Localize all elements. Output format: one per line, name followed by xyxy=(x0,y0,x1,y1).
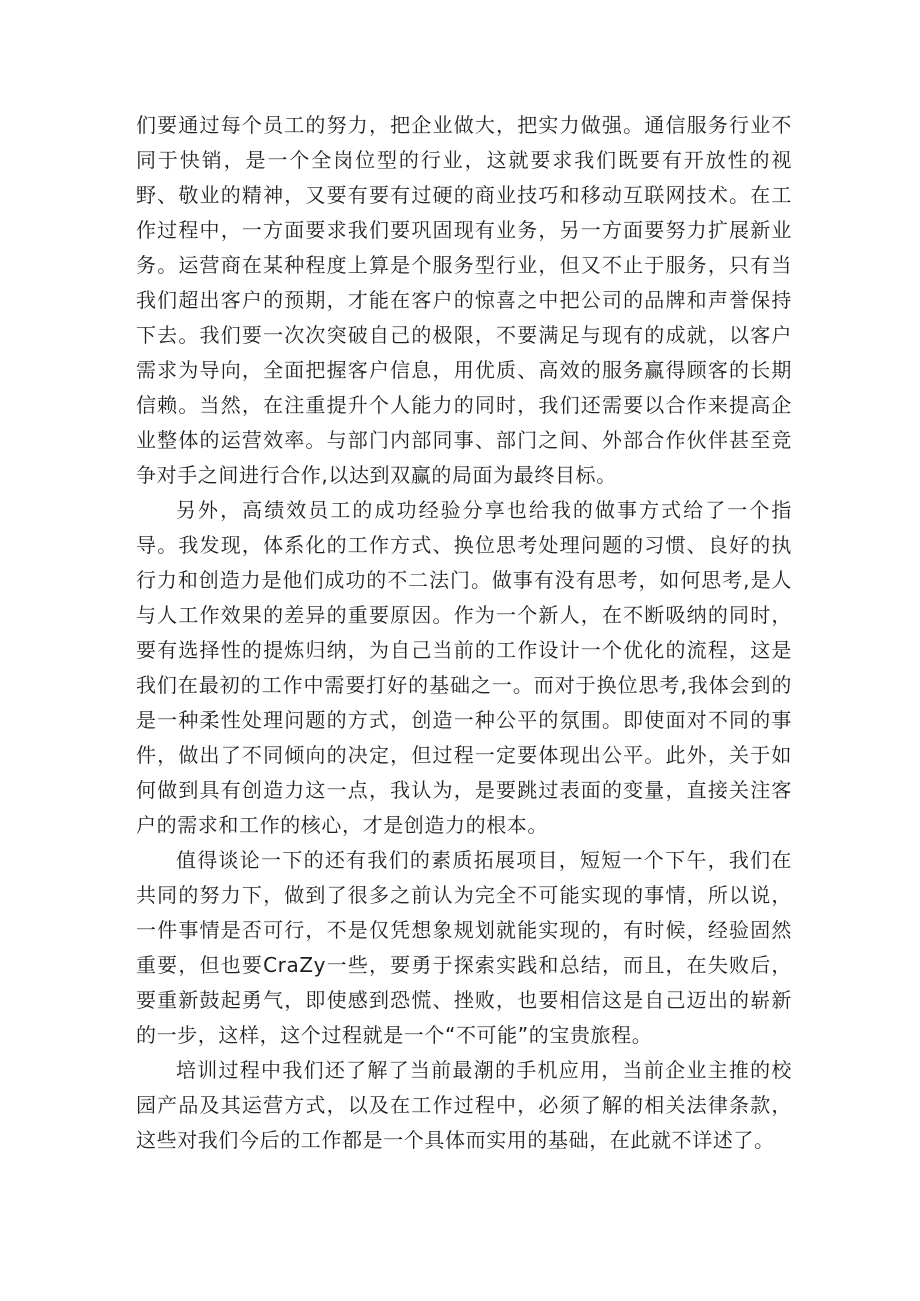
paragraph-training-content: 培训过程中我们还了解了当前最潮的手机应用，当前企业主推的校园产品及其运营方式，以及在工作过程中，必须了解的相关法律条款，这些对我们今后的工作都是一个具体而实用的基础，在此就不详述了。 xyxy=(136,1058,792,1152)
document-body xyxy=(136,108,792,1158)
paragraph-high-performer-experience: 另外，高绩效员工的成功经验分享也给我的做事方式给了一个指导。我发现，体系化的工作方式、换位思考处理问题的习惯、良好的执行力和创造力是他们成功的不二法门。做事有没有思考，如何思考,是人与人工作效果的差异的重要原因。作为一个新人，在不断吸纳的同时，要有选择性的提炼归纳，为自己当前的工作设计一个优化的流程，这是我们在最初的工作中需要打好的基础之一。而对于换位思考,我体会到的是一种柔性处理问题的方式，创造一种公平的氛围。即使面对不同的事件，做出了不同倾向的决定，但过程一定要体现出公平。此外，关于如何做到具有创造力这一点，我认为，是要跳过表面的变量，直接关注客户的需求和工作的核心，才是创造力的根本。 xyxy=(136,498,792,837)
paragraph-outward-bound-project: 值得谈论一下的还有我们的素质拓展项目，短短一个下午，我们在共同的努力下，做到了很多之前认为完全不可能实现的事情，所以说，一件事情是否可行，不是仅凭想象规划就能实现的，有时候，经验固然重要，但也要CraZy一些，要勇于探索实践和总结，而且，在失败后，要重新鼓起勇气，即使感到恐慌、挫败，也要相信这是自己迈出的崭新的一步，这样，这个过程就是一个“不可能”的宝贵旅程。 xyxy=(136,848,792,1047)
paragraph-continuation: 们要通过每个员工的努力，把企业做大，把实力做强。通信服务行业不同于快销，是一个全岗位型的行业，这就要求我们既要有开放性的视野、敬业的精神，又要有要有过硬的商业技巧和移动互联网技术。在工作过程中，一方面要求我们要巩固现有业务，另一方面要努力扩展新业务。运营商在某种程度上算是个服务型行业，但又不止于服务，只有当我们超出客户的预期，才能在客户的惊喜之中把公司的品牌和声誉保持下去。我们要一次次突破自己的极限，不要满足与现有的成就，以客户需求为导向，全面把握客户信息，用优质、高效的服务赢得顾客的长期信赖。当然，在注重提升个人能力的同时，我们还需要以合作来提高企业整体的运营效率。与部门内部同事、部门之间、外部合作伙伴甚至竞争对手之间进行合作,以达到双赢的局面为最终目标。 xyxy=(136,113,792,487)
